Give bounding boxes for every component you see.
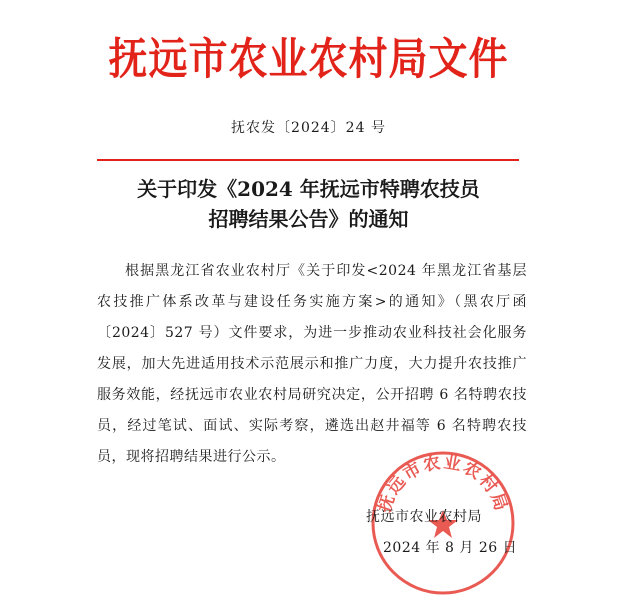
- notice-title-line-1: 关于印发《2024 年抚远市特聘农技员: [137, 177, 480, 201]
- issue-date: 2024 年 8 月 26 日: [383, 540, 518, 556]
- document-number: 抚农发〔2024〕24 号: [231, 120, 386, 136]
- notice-title: [0, 174, 617, 234]
- seal-text: 抚远市农业农村局: [374, 452, 512, 516]
- red-divider-line: [97, 159, 519, 161]
- issuer-name: 抚远市农业农村局: [366, 509, 482, 525]
- document-header-title: 抚远市农业农村局文件: [108, 34, 509, 86]
- notice-title-line-2: 招聘结果公告》的通知: [208, 207, 409, 231]
- notice-body: 根据黑龙江省农业农村厅《关于印发<2024 年黑龙江省基层农技推广体系改革与建设任务实施方案>的通知》（黑农厅函〔2024〕527 号）文件要求，为进一步推动农业科技社会化服务发展，加大先进适用技术示范展示和推广力度，大力提升农技推广服务效能，经抚远市农业农村局研究决定，公开招聘 6 名特聘农技员，经过笔试、面试、实际考察，遴选出赵井福等 6 名特聘农技员，现将招聘结果进行公示。: [97, 263, 527, 465]
